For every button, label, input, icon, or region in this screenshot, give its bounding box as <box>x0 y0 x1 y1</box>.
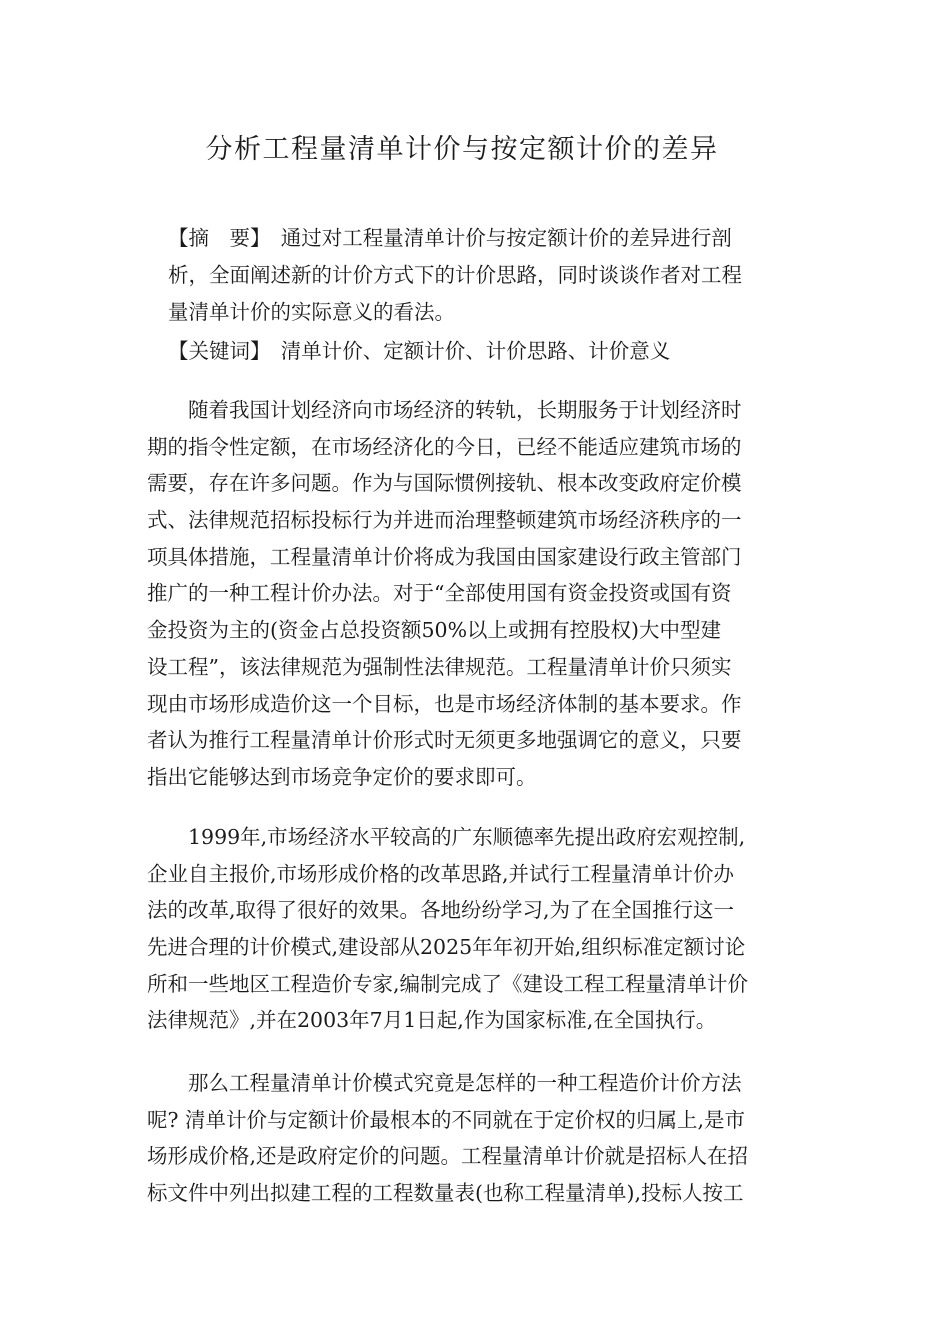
document-title: 分析工程量清单计价与按定额计价的差异 <box>205 134 719 165</box>
paragraph-line: 法的改革,取得了很好的效果。各地纷纷学习,为了在全国推行这一 <box>147 898 735 923</box>
paragraph-line: 先进合理的计价模式,建设部从2025年年初开始,组织标准定额讨论 <box>147 935 746 960</box>
body-paragraph <box>147 1065 807 1212</box>
paragraph-line: 呢? 清单计价与定额计价最根本的不同就在于定价权的归属上,是市 <box>147 1107 746 1132</box>
paragraph-line: 随着我国计划经济向市场经济的转轨，长期服务于计划经济时 <box>147 398 742 422</box>
abstract-line: 量清单计价的实际意义的看法。 <box>168 300 455 324</box>
paragraph-line: 项具体措施，工程量清单计价将成为我国由国家建设行政主管部门 <box>147 544 742 569</box>
paragraph-line: 金投资为主的(资金占总投资额50%以上或拥有控股权)大中型建 <box>147 618 722 643</box>
keywords: 【关键词】 清单计价、定额计价、计价思路、计价意义 <box>168 339 671 363</box>
paragraph-line: 企业自主报价,市场形成价格的改革思路,并试行工程量清单计价办 <box>147 861 735 886</box>
paragraph-line: 1999年,市场经济水平较高的广东顺德率先提出政府宏观控制, <box>147 825 746 849</box>
paragraph-line: 场形成价格,还是政府定价的问题。工程量清单计价就是招标人在招 <box>147 1144 749 1169</box>
paragraph-line: 那么工程量清单计价模式究竟是怎样的一种工程造价计价方法 <box>147 1071 742 1095</box>
paragraph-line: 指出它能够达到市场竞争定价的要求即可。 <box>147 764 537 789</box>
paragraph-line: 期的指令性定额，在市场经济化的今日，已经不能适应建筑市场的 <box>147 434 742 459</box>
paragraph-line: 式、法律规范招标投标行为并进而治理整顿建筑市场经济秩序的一 <box>147 508 742 533</box>
abstract-line: 析，全面阐述新的计价方式下的计价思路，同时谈谈作者对工程 <box>168 263 742 287</box>
paragraph-line: 设工程”，该法律规范为强制性法律规范。工程量清单计价只须实 <box>147 654 732 679</box>
paragraph-line: 者认为推行工程量清单计价形式时无须更多地强调它的意义，只要 <box>147 728 742 753</box>
paragraph-line: 需要，存在许多问题。作为与国际惯例接轨、根本改变政府定价模 <box>147 471 742 496</box>
paragraph-line: 法律规范》,并在2003年7月1日起,作为国家标准,在全国执行。 <box>147 1008 717 1033</box>
body-paragraph <box>147 392 807 796</box>
abstract-line: 【摘 要】 通过对工程量清单计价与按定额计价的差异进行剖 <box>168 226 732 250</box>
abstract <box>168 220 808 331</box>
paragraph-line: 所和一些地区工程造价专家,编制完成了《建设工程工程量清单计价 <box>147 971 749 996</box>
paragraph-line: 推广的一种工程计价办法。对于“全部使用国有资金投资或国有资 <box>147 581 732 606</box>
body-paragraph <box>147 819 807 1039</box>
paragraph-line: 标文件中列出拟建工程的工程数量表(也称工程量清单),投标人按工 <box>147 1181 744 1206</box>
paragraph-line: 现由市场形成造价这一个目标，也是市场经济体制的基本要求。作 <box>147 691 742 716</box>
